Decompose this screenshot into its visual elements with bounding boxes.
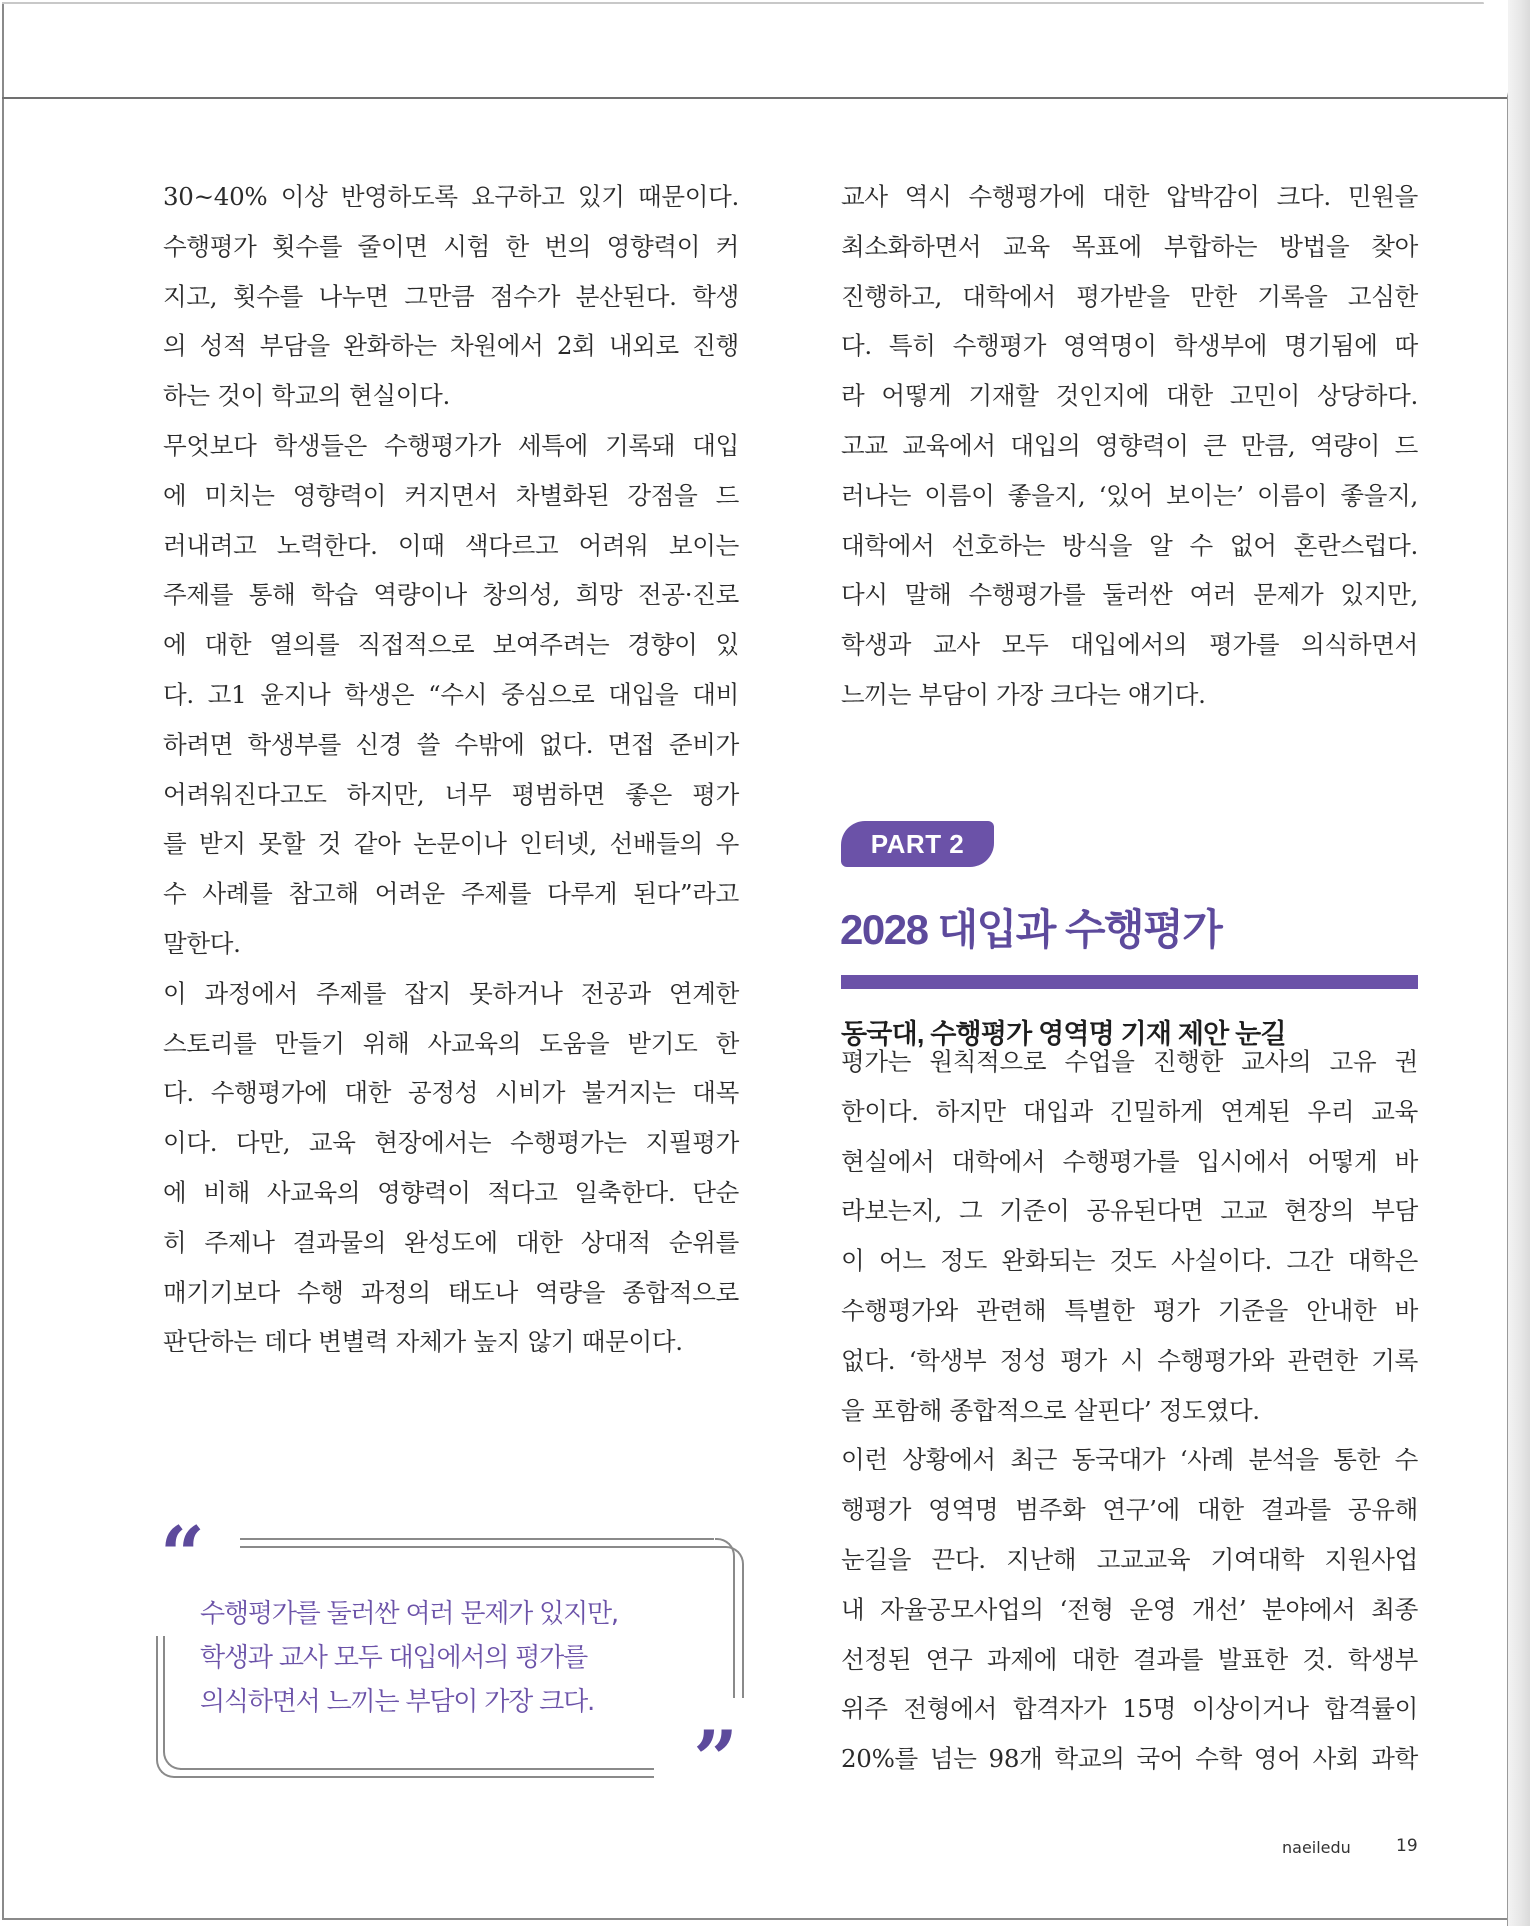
close-quote-icon: ” [693, 1714, 738, 1805]
text-line: 교사 역시 수행평가에 대한 압박감이 크다. 민원을 [841, 182, 1418, 211]
text-line: 러내려고 노력한다. 이때 색다르고 어려워 보이는 [163, 530, 739, 560]
quote-frame-corner [156, 1636, 178, 1778]
paragraph [163, 172, 739, 421]
text-line: 수 사례를 참고해 어려운 주제를 다루게 된다”라고 [163, 879, 739, 909]
text-line: 에 대한 열의를 직접적으로 보여주려는 경향이 있 [163, 630, 739, 660]
text-line: 을 포함해 종합적으로 살핀다’ 정도였다. [841, 1395, 1260, 1425]
text-line: 하는 것이 학교의 현실이다. [163, 381, 450, 411]
text-line: 라 어떻게 기재할 것인지에 대한 고민이 상당하다. [841, 381, 1418, 411]
pull-quote [160, 1510, 738, 1805]
text-line: 러나는 이름이 좋을지, ‘있어 보이는’ 이름이 좋을지, [841, 480, 1418, 510]
text-line: 의 성적 부담을 완화하는 차원에서 2회 내외로 진행 [163, 331, 739, 361]
right-top-text-column [841, 172, 1418, 720]
text-line: 에 미치는 영향력이 커지면서 차별화된 강점을 드 [163, 480, 739, 510]
text-line: 고교 교육에서 대입의 영향력이 큰 만큼, 역량이 드 [841, 430, 1418, 460]
section-title: 2028 대입과 수행평가 [840, 906, 1222, 953]
text-line: 에 비해 사교육의 영향력이 적다고 일축한다. 단순 [163, 1177, 739, 1207]
part-badge: PART 2 [841, 821, 994, 867]
text-line: 판단하는 데다 변별력 자체가 높지 않기 때문이다. [163, 1327, 683, 1357]
paragraph [841, 1037, 1418, 1435]
text-line: 다. 고1 윤지나 학생은 “수시 중심으로 대입을 대비 [163, 679, 739, 709]
text-line: 행평가 영역명 범주화 연구’에 대한 결과를 공유해 [841, 1495, 1418, 1525]
header-rule [2, 97, 1512, 99]
text-line: 주제를 통해 학습 역량이나 창의성, 희망 전공·진로 [163, 580, 739, 610]
text-line: 어려워진다고도 하지만, 너무 평범하면 좋은 평가 [163, 779, 739, 809]
text-line: 이 과정에서 주제를 잡지 못하거나 전공과 연계한 [163, 978, 739, 1008]
paragraph [841, 172, 1418, 720]
text-line: 매기기보다 수행 과정의 태도나 역량을 종합적으로 [163, 1277, 739, 1307]
text-line: 히 주제나 결과물의 완성도에 대한 상대적 순위를 [163, 1227, 739, 1257]
page-number: 19 [1396, 1836, 1418, 1856]
pull-quote-text [200, 1592, 700, 1724]
text-line: 이다. 다만, 교육 현장에서는 수행평가는 지필평가 [163, 1128, 739, 1158]
paragraph [841, 1435, 1418, 1784]
text-line: 한이다. 하지만 대입과 긴밀하게 연계된 우리 교육 [841, 1096, 1418, 1126]
paragraph [163, 969, 739, 1367]
quote-line: 수행평가를 둘러싼 여러 문제가 있지만, [200, 1599, 618, 1629]
text-line: 다시 말해 수행평가를 둘러싼 여러 문제가 있지만, [841, 580, 1418, 610]
text-line: 위주 전형에서 합격자가 15명 이상이거나 합격률이 [841, 1694, 1418, 1724]
text-line: 를 받지 못할 것 같아 논문이나 인터넷, 선배들의 우 [163, 829, 739, 859]
open-quote-icon: “ [160, 1510, 205, 1601]
right-bottom-text-column [841, 1037, 1418, 1784]
text-line: 대학에서 선호하는 방식을 알 수 없어 혼란스럽다. [841, 530, 1418, 560]
text-line: 이런 상황에서 최근 동국대가 ‘사례 분석을 통한 수 [841, 1445, 1418, 1475]
text-line: 하려면 학생부를 신경 쓸 수밖에 없다. 면접 준비가 [163, 729, 739, 759]
paragraph [163, 421, 739, 969]
text-line: 학생과 교사 모두 대입에서의 평가를 의식하면서 [841, 630, 1418, 660]
text-line: 현실에서 대학에서 수행평가를 입시에서 어떻게 바 [841, 1146, 1418, 1176]
text-line: 다. 수행평가에 대한 공정성 시비가 불거지는 대목 [163, 1078, 739, 1108]
title-underline-bar [841, 975, 1418, 989]
quote-frame-line [174, 1776, 654, 1778]
text-line: 진행하고, 대학에서 평가받을 만한 기록을 고심한 [841, 281, 1418, 311]
text-line: 수행평가와 관련해 특별한 평가 기준을 안내한 바 [841, 1295, 1418, 1325]
quote-line: 학생과 교사 모두 대입에서의 평가를 [200, 1643, 587, 1673]
text-line: 무엇보다 학생들은 수행평가가 세특에 기록돼 대입 [163, 430, 739, 460]
quote-frame-line [180, 1768, 654, 1770]
quote-line: 의식하면서 느끼는 부담이 가장 크다. [200, 1687, 595, 1717]
text-line: 라보는지, 그 기준이 공유된다면 고교 현장의 부담 [841, 1196, 1418, 1226]
left-text-column [163, 172, 739, 1367]
text-line: 최소화하면서 교육 목표에 부합하는 방법을 찾아 [841, 231, 1418, 261]
text-line: 느끼는 부담이 가장 크다는 얘기다. [841, 679, 1206, 709]
top-frame-line [2, 2, 1507, 4]
text-line: 눈길을 끈다. 지난해 고교교육 기여대학 지원사업 [841, 1544, 1418, 1574]
text-line: 지고, 횟수를 나누면 그만큼 점수가 분산된다. 학생 [163, 281, 739, 311]
sub-heading: 동국대, 수행평가 영역명 기재 제안 눈길 [841, 1019, 1286, 1049]
text-line: 없다. ‘학생부 정성 평가 시 수행평가와 관련한 기록 [841, 1345, 1418, 1375]
text-line: 30~40% 이상 반영하도록 요구하고 있기 때문이다. [163, 182, 739, 211]
text-line: 이 어느 정도 완화되는 것도 사실이다. 그간 대학은 [841, 1246, 1418, 1276]
footer-brand: naeiledu [1282, 1838, 1351, 1857]
quote-frame-line [240, 1546, 720, 1548]
text-line: 수행평가 횟수를 줄이면 시험 한 번의 영향력이 커 [163, 231, 739, 261]
page-curl-edge [1507, 0, 1530, 1926]
text-line: 내 자율공모사업의 ‘전형 운영 개선’ 분야에서 최종 [841, 1594, 1418, 1624]
text-line: 말한다. [163, 928, 241, 958]
text-line: 선정된 연구 과제에 대한 결과를 발표한 것. 학생부 [841, 1644, 1418, 1674]
text-line: 평가는 원칙적으로 수업을 진행한 교사의 고유 권 [841, 1047, 1418, 1076]
text-line: 다. 특히 수행평가 영역명이 학생부에 명기됨에 따 [841, 331, 1418, 361]
text-line: 스토리를 만들기 위해 사교육의 도움을 받기도 한 [163, 1028, 739, 1058]
quote-frame-line [240, 1538, 714, 1540]
text-line: 20%를 넘는 98개 학교의 국어 수학 영어 사회 과학 [841, 1744, 1418, 1774]
quote-frame-corner [720, 1546, 744, 1698]
